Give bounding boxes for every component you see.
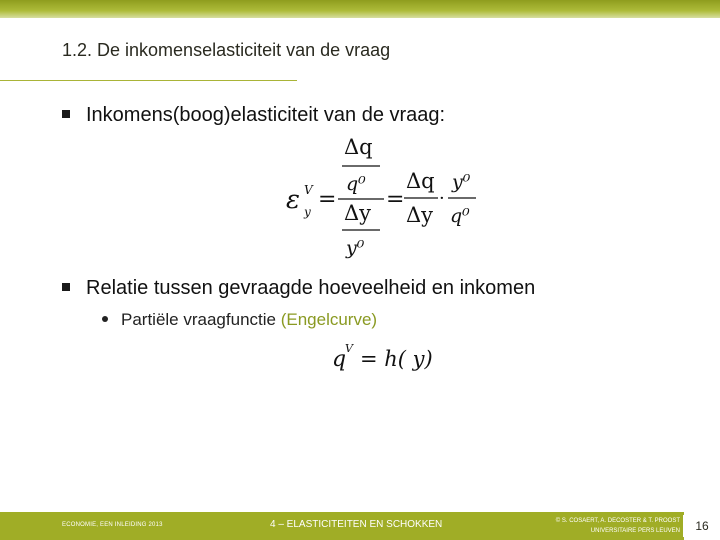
bullet-text: Relatie tussen gevraagde hoeveelheid en inkomen: [86, 277, 536, 299]
equals-2: =: [386, 187, 405, 212]
bullet-text: Inkomens(boog)elasticiteit van de vraag:: [86, 104, 446, 126]
footer-copyright: [535, 516, 680, 536]
right-b-den: q⁰: [450, 205, 470, 227]
page-number: 16: [684, 512, 720, 540]
round-bullet-icon: [102, 316, 108, 322]
footer-chapter: 4 – ELASTICITEITEN EN SCHOKKEN: [270, 519, 443, 530]
epsilon-sub: y: [304, 205, 311, 219]
engel-formula: [330, 338, 440, 374]
frac-bot-num: Δy: [344, 201, 372, 225]
top-accent-band: [0, 0, 720, 18]
right-b-num: y⁰: [452, 171, 471, 193]
equals-1: =: [318, 187, 337, 212]
bullet-elasticity: [62, 104, 445, 127]
title-underline: [0, 80, 297, 81]
engel-sup: V: [345, 342, 353, 355]
footer-bar: [0, 512, 720, 540]
footer-copyright-line2: UNIVERSITAIRE PERS LEUVEN: [590, 528, 680, 534]
sub-bullet-engel: [102, 310, 377, 330]
sub-bullet-text: Partiële vraagfunctie: [121, 310, 281, 329]
epsilon-sup: V: [304, 183, 313, 197]
frac-top-num: Δq: [344, 135, 373, 159]
engelcurve-label: (Engelcurve): [280, 310, 378, 329]
epsilon-symbol: ε: [286, 185, 300, 215]
footer-copyright-line1: © S. COSAERT, A. DECOSTER & T. PROOST: [555, 518, 680, 524]
right-a-den: Δy: [406, 203, 434, 227]
slide-title: 1.2. De inkomenselasticiteit van de vraag: [62, 40, 391, 60]
engel-lhs: q: [332, 347, 347, 372]
dot-operator: ·: [439, 188, 445, 209]
footer-course: ECONOMIE, EEN INLEIDING 2013: [62, 522, 163, 528]
square-bullet-icon: [62, 283, 70, 291]
frac-bot-den: y⁰: [346, 237, 365, 259]
frac-top-den: q⁰: [346, 173, 366, 195]
engel-rhs: = h( y): [360, 347, 433, 371]
elasticity-formula: [280, 132, 520, 262]
right-a-num: Δq: [406, 169, 435, 193]
bullet-relation: [62, 277, 535, 300]
square-bullet-icon: [62, 110, 70, 118]
